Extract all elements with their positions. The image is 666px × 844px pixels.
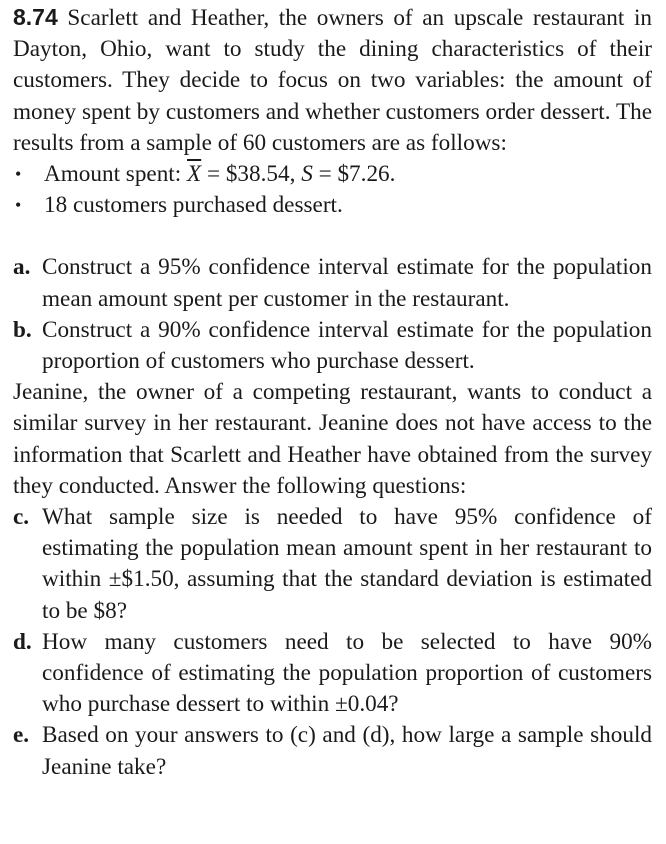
part-b bbox=[13, 315, 652, 377]
bullet-icon: • bbox=[15, 164, 22, 185]
part-c bbox=[13, 502, 652, 627]
part-text: What sample size is needed to have 95% confidence of estimating the population mean amount spent in her restaurant to within ±$1.50, assuming that the standard deviation is estimated to be $8? bbox=[42, 504, 652, 624]
amount-label: Amount spent: bbox=[44, 161, 182, 188]
parts-list-ab bbox=[13, 252, 652, 377]
part-a bbox=[13, 252, 652, 314]
part-text: Construct a 95% confidence interval estimate for the population mean amount spent per customer in the restaurant. bbox=[42, 254, 652, 312]
s-symbol: S bbox=[301, 161, 313, 188]
problem-number: 8.74 bbox=[13, 4, 58, 30]
spacer bbox=[13, 221, 652, 252]
xbar-value: = $38.54, bbox=[206, 161, 296, 188]
list-item bbox=[13, 159, 652, 190]
dessert-count: 18 customers purchased dessert. bbox=[44, 192, 343, 219]
part-letter: a. bbox=[13, 254, 31, 281]
bullet-icon: • bbox=[15, 195, 22, 216]
data-summary-list bbox=[13, 159, 652, 221]
list-item bbox=[13, 190, 652, 221]
s-value: = $7.26. bbox=[318, 161, 396, 188]
parts-list-cde bbox=[13, 502, 652, 783]
part-text: How many customers need to be selected to have 90% confidence of estimating the population proportion of customers who purchase dessert to within ±0.04? bbox=[42, 628, 652, 718]
part-d bbox=[13, 627, 652, 721]
xbar-symbol: $\overline{X}$ bbox=[187, 161, 202, 188]
part-letter: c. bbox=[13, 504, 30, 531]
problem-intro bbox=[13, 2, 652, 159]
part-letter: d. bbox=[13, 628, 32, 655]
part-text: Construct a 90% confidence interval estimate for the population proportion of customers who purchase dessert. bbox=[42, 316, 652, 375]
problem-intro-text: Scarlett and Heather, the owners of an upscale restaurant in Dayton, Ohio, want to study the dining characteristics of their customers. They decide to focus on two variables: the amount of money spent by customers and whether customers order dessert. The results from a sample of 60 customers are as follows: bbox=[13, 5, 652, 156]
part-e bbox=[13, 720, 652, 782]
middle-paragraph: Jeanine, the owner of a competing restaurant, wants to conduct a similar survey in her restaurant. Jeanine does not have access to the information that Scarlett and Heather have obtained from the survey they conducted. Answer the following questions: bbox=[13, 379, 652, 499]
part-letter: b. bbox=[13, 316, 32, 343]
part-letter: e. bbox=[13, 722, 30, 749]
part-text: Based on your answers to (c) and (d), how large a sample should Jeanine take? bbox=[42, 722, 652, 780]
